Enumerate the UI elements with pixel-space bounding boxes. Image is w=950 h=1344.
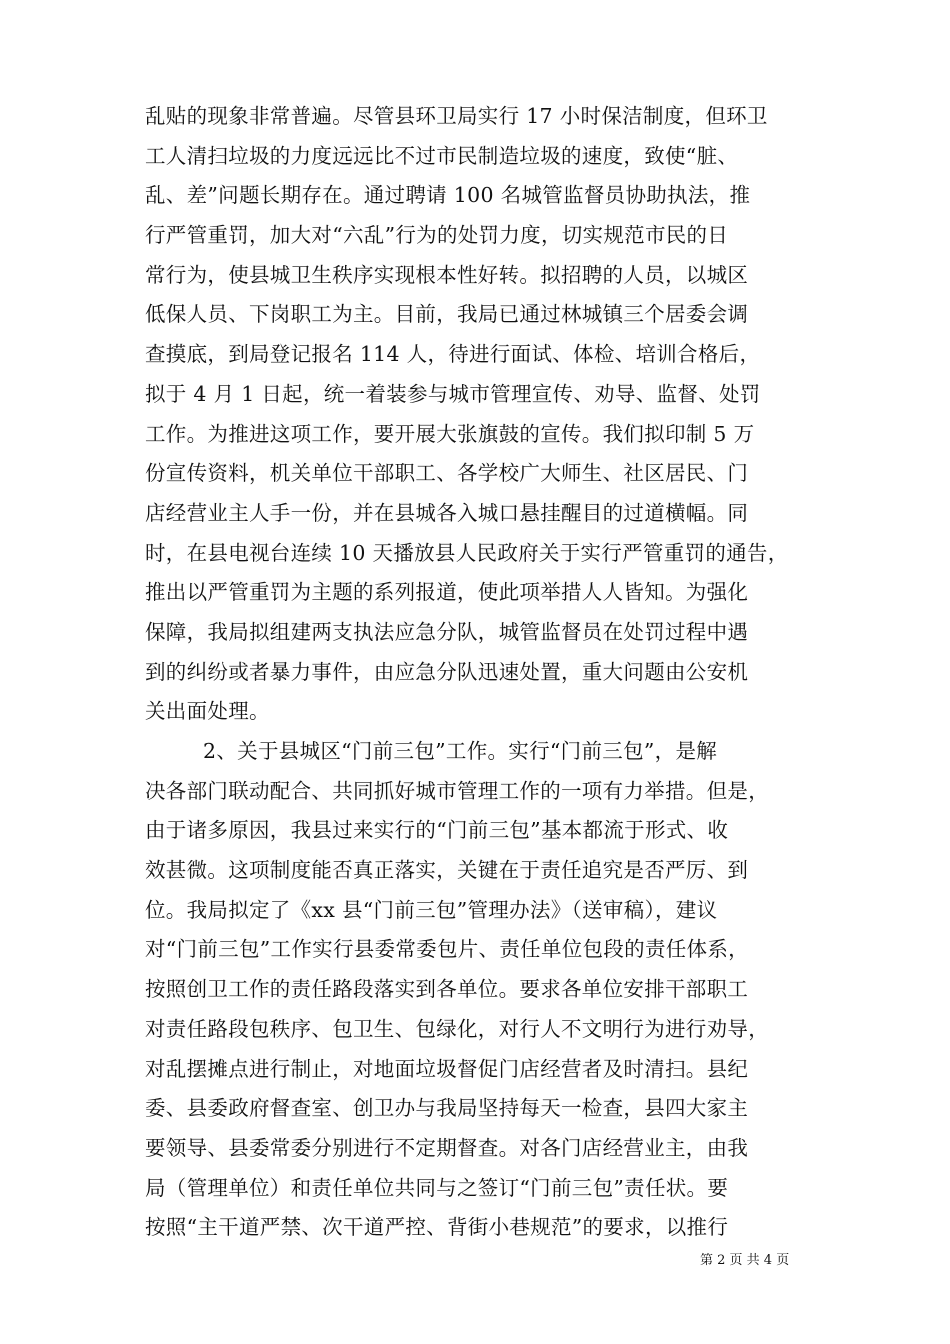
text-line: 按照“主干道严禁、次干道严控、背街小巷规范”的要求，以推行 xyxy=(145,1215,729,1240)
text-line: 效甚微。这项制度能否真正落实，关键在于责任追究是否严厉、到 xyxy=(145,858,749,883)
text-line: 到的纠纷或者暴力事件，由应急分队迅速处置，重大问题由公安机 xyxy=(145,659,749,684)
text-line: 位。我局拟定了《xx 县“门前三包”管理办法》（送审稿），建议 xyxy=(145,897,718,922)
text-line: 低保人员、下岗职工为主。目前，我局已通过林城镇三个居委会调 xyxy=(145,302,749,327)
text-line: 份宣传资料，机关单位干部职工、各学校广大师生、社区居民、门 xyxy=(145,461,749,486)
text-line: 由于诸多原因，我县过来实行的“门前三包”基本都流于形式、收 xyxy=(145,818,729,843)
paragraph-1 xyxy=(145,97,805,732)
text-line: 对乱摆摊点进行制止，对地面垃圾督促门店经营者及时清扫。县纪 xyxy=(145,1056,749,1081)
text-line: 店经营业主人手一份，并在县城各入城口悬挂醒目的过道横幅。同 xyxy=(145,500,749,525)
text-line: 常行为，使县城卫生秩序实现根本性好转。拟招聘的人员，以城区 xyxy=(145,262,749,287)
text-line: 乱贴的现象非常普遍。尽管县环卫局实行 17 小时保洁制度，但环卫 xyxy=(145,104,768,128)
text-line: 委、县委政府督查室、创卫办与我局坚持每天一检查，县四大家主 xyxy=(145,1096,749,1121)
text-line: 工作。为推进这项工作，要开展大张旗鼓的宣传。我们拟印制 5 万 xyxy=(145,421,755,446)
text-line: 2、关于县城区“门前三包”工作。实行“门前三包”，是解 xyxy=(203,739,718,763)
text-line: 按照创卫工作的责任路段落实到各单位。要求各单位安排干部职工 xyxy=(145,977,749,1002)
paragraph-2 xyxy=(145,732,805,1248)
text-line: 乱、差”问题长期存在。通过聘请 100 名城管监督员协助执法，推 xyxy=(145,183,751,208)
text-line: 对责任路段包秩序、包卫生、包绿化，对行人不文明行为进行劝导， xyxy=(145,1016,769,1041)
text-line: 决各部门联动配合、共同抓好城市管理工作的一项有力举措。但是， xyxy=(145,778,769,803)
text-line: 拟于 4 月 1 日起，统一着装参与城市管理宣传、劝导、监督、处罚 xyxy=(145,381,761,406)
text-line: 行严管重罚，加大对“六乱”行为的处罚力度，切实规范市民的日 xyxy=(145,223,729,248)
document-body xyxy=(145,97,805,1248)
text-line: 局（管理单位）和责任单位共同与之签订“门前三包”责任状。要 xyxy=(145,1175,729,1200)
text-line: 查摸底，到局登记报名 114 人，待进行面试、体检、培训合格后， xyxy=(145,342,761,367)
page-number: 第 2 页 共 4 页 xyxy=(700,1253,790,1268)
text-line: 工人清扫垃圾的力度远远比不过市民制造垃圾的速度，致使“脏、 xyxy=(145,143,739,168)
text-line: 保障，我局拟组建两支执法应急分队，城管监督员在处罚过程中遇 xyxy=(145,619,749,644)
text-line: 关出面处理。 xyxy=(145,699,270,724)
text-line: 推出以严管重罚为主题的系列报道，使此项举措人人皆知。为强化 xyxy=(145,580,749,605)
text-line: 对“门前三包”工作实行县委常委包片、责任单位包段的责任体系， xyxy=(145,937,749,962)
text-line: 时，在县电视台连续 10 天播放县人民政府关于实行严管重罚的通告， xyxy=(145,540,789,565)
text-line: 要领导、县委常委分别进行不定期督查。对各门店经营业主，由我 xyxy=(145,1135,749,1160)
